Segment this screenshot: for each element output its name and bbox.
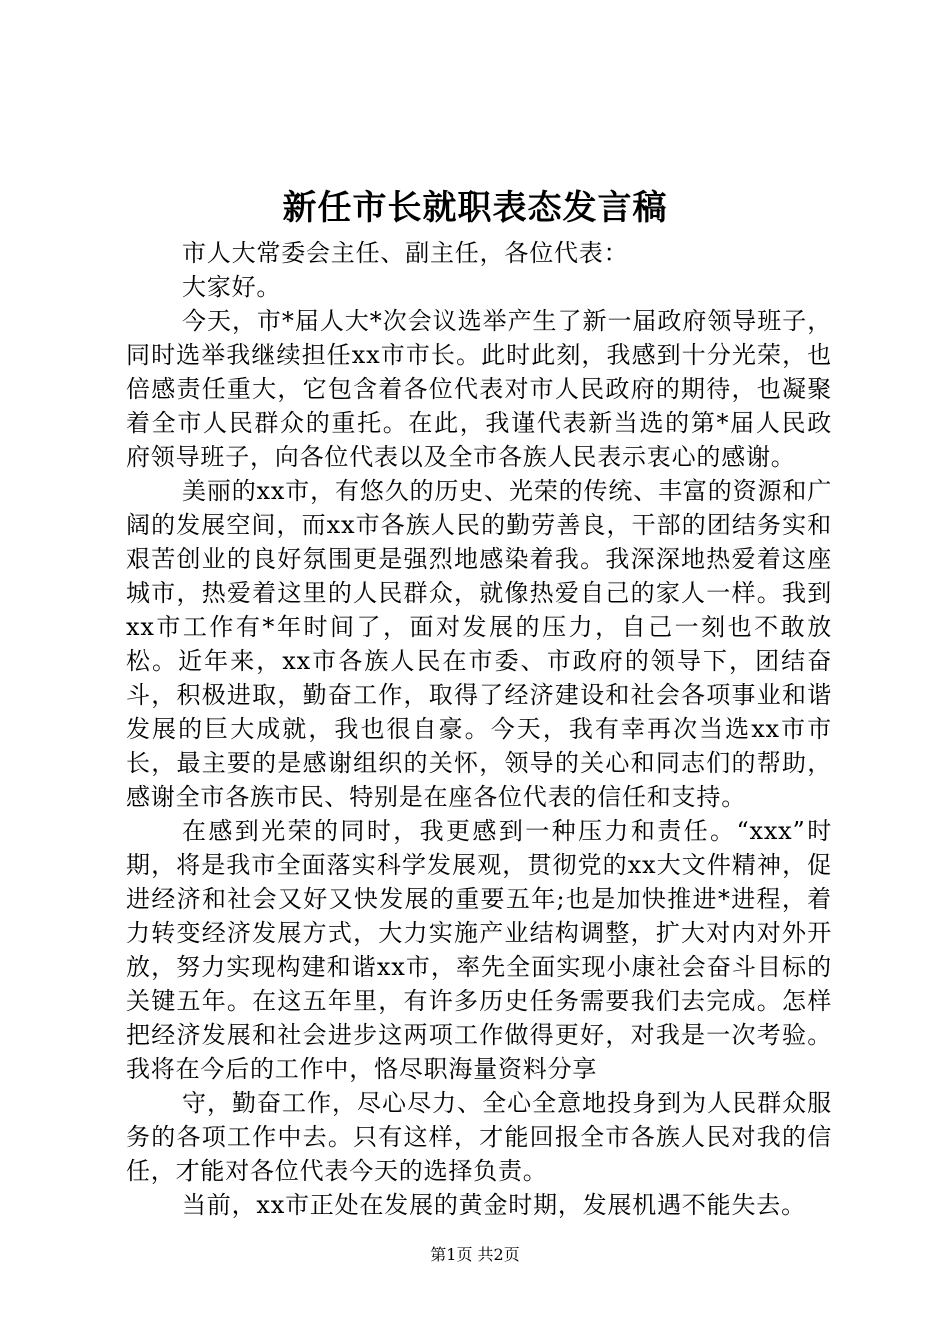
body-paragraph: 当前，xx市正处在发展的黄金时期，发展机遇不能失去。 bbox=[182, 1191, 806, 1219]
greeting-paragraph: 大家好。 bbox=[182, 273, 282, 301]
salutation-paragraph: 市人大常委会主任、副主任，各位代表： bbox=[182, 239, 629, 267]
body-paragraph: 在感到光荣的同时，我更感到一种压力和责任。“xxx”时期，将是我市全面落实科学发展观，贯彻党的xx大文件精神，促进经济和社会又好又快发展的重要五年;也是加快推进*进程，着力转变经济发展方式，大力实施产业结构调整，扩大对内对外开放，努力实现构建和谐xx市，率先全面实现小康社会奋斗目标的关键五年。在这五年里，有许多历史任务需要我们去完成。怎样把经济发展和社会进步这两项工作做得更好，对我是一次考验。我将在今后的工作中，恪尽职海量资料分享 bbox=[126, 817, 832, 1083]
document-title: 新任市长就职表态发言稿 bbox=[282, 188, 668, 228]
body-paragraph: 守，勤奋工作，尽心尽力、全心全意地投身到为人民群众服务的各项工作中去。只有这样，才能回报全市各族人民对我的信任，才能对各位代表今天的选择负责。 bbox=[126, 1089, 832, 1185]
body-paragraph: 今天，市*届人大*次会议选举产生了新一届政府领导班子，同时选举我继续担任xx市市长。此时此刻，我感到十分光荣，也倍感责任重大，它包含着各位代表对市人民政府的期待，也凝聚着全市人民群众的重托。在此，我谨代表新当选的第*届人民政府领导班子，向各位代表以及全市各族人民表示衷心的感谢。 bbox=[126, 307, 832, 471]
document-body bbox=[126, 236, 832, 1222]
body-paragraph: 美丽的xx市，有悠久的历史、光荣的传统、丰富的资源和广阔的发展空间，而xx市各族人民的勤劳善良，干部的团结务实和艰苦创业的良好氛围更是强烈地感染着我。我深深地热爱着这座城市，热爱着这里的人民群众，就像热爱自己的家人一样。我到xx市工作有*年时间了，面对发展的压力，自己一刻也不敢放松。近年来，xx市各族人民在市委、市政府的领导下，团结奋斗，积极进取，勤奋工作，取得了经济建设和社会各项事业和谐发展的巨大成就，我也很自豪。今天，我有幸再次当选xx市市长，最主要的是感谢组织的关怀，领导的关心和同志们的帮助，感谢全市各族市民、特别是在座各位代表的信任和支持。 bbox=[126, 477, 832, 811]
page-number-footer: 第1页 共2页 bbox=[430, 1245, 520, 1264]
